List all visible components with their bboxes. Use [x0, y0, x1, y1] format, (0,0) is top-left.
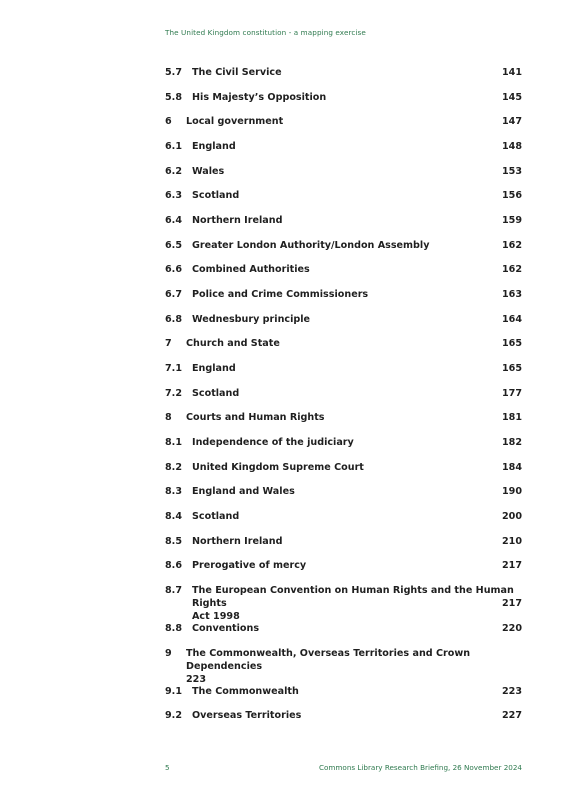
toc-entry-title: [186, 647, 522, 686]
toc-entry-title-line1: The Commonwealth, Overseas Territories and Crown Dependencies: [186, 648, 471, 672]
footer-page-number: 5: [165, 763, 170, 772]
toc-entry-number: 6.6: [165, 264, 182, 275]
toc-entry-title: The Civil Service: [192, 67, 282, 78]
toc-entry-title: Combined Authorities: [192, 264, 310, 275]
toc-entry-number: 6.4: [165, 215, 182, 226]
toc-entry-title: Church and State: [186, 338, 280, 349]
toc-entry-page: 181: [501, 412, 522, 423]
toc-entry-page: 148: [501, 141, 522, 152]
toc-entry-title: Northern Ireland: [192, 215, 283, 226]
toc-entry-number: 5.7: [165, 67, 182, 78]
toc-entry-page: 220: [501, 623, 522, 634]
toc-entry-page: 210: [501, 536, 522, 547]
toc-entry-page: 164: [501, 314, 522, 325]
toc-entry-title: United Kingdom Supreme Court: [192, 462, 364, 473]
toc-entry-title: Local government: [186, 116, 284, 127]
toc-entry-number: 8.6: [165, 560, 182, 571]
toc-entry-title: Police and Crime Commissioners: [192, 289, 369, 300]
toc-entry-title: Courts and Human Rights: [186, 412, 325, 423]
toc-entry-title: Overseas Territories: [192, 710, 302, 721]
toc-entry-number: 8.2: [165, 462, 182, 473]
toc-entry-number: 8.7: [165, 585, 182, 596]
toc-entry-page: 153: [501, 166, 522, 177]
toc-chapter[interactable]: [165, 647, 522, 685]
toc-entry-title: Greater London Authority/London Assembly: [192, 240, 430, 251]
toc-entry-number: 7.2: [165, 388, 182, 399]
toc-entry-title: The Commonwealth: [192, 686, 299, 697]
toc-entry-page: 217: [501, 560, 522, 571]
toc-entry-number: 8.4: [165, 511, 182, 522]
toc-entry-number: 5.8: [165, 92, 182, 103]
toc-entry-title: England: [192, 141, 236, 152]
toc-entry[interactable]: [165, 584, 522, 622]
toc-entry-number: 7: [165, 338, 172, 349]
toc-entry-title: Prerogative of mercy: [192, 560, 307, 571]
toc-entry-page: 165: [501, 338, 522, 349]
toc-entry-page: 145: [501, 92, 522, 103]
toc-entry-page: 163: [501, 289, 522, 300]
toc-entry-title: England: [192, 363, 236, 374]
toc-entry-title: [192, 584, 522, 623]
toc-entry-page: 190: [501, 486, 522, 497]
toc-entry-title: Conventions: [192, 623, 260, 634]
toc-entry-title: Wales: [192, 166, 225, 177]
toc-entry-page: 217: [501, 598, 522, 609]
toc-entry-number: 6.5: [165, 240, 182, 251]
toc-entry-page: 159: [501, 215, 522, 226]
toc-entry-number: 6: [165, 116, 172, 127]
toc-entry-number: 6.2: [165, 166, 182, 177]
toc-entry-page: 162: [501, 240, 522, 251]
toc-entry-page: 156: [501, 190, 522, 201]
toc-entry-number: 9.1: [165, 686, 182, 697]
toc-entry-number: 6.8: [165, 314, 182, 325]
toc-entry-title: England and Wales: [192, 486, 295, 497]
running-header: The United Kingdom constitution - a mapping exercise: [165, 28, 366, 37]
toc-entry-title: Wednesbury principle: [192, 314, 311, 325]
toc-entry-page: 165: [501, 363, 522, 374]
toc-entry-number: 8.8: [165, 623, 182, 634]
toc-entry-page: 227: [501, 710, 522, 721]
toc-entry-page: 223: [501, 686, 522, 697]
toc-entry-number: 9: [165, 648, 172, 659]
toc-entry-number: 9.2: [165, 710, 182, 721]
toc-entry-number: 6.3: [165, 190, 182, 201]
toc-entry-number: 6.1: [165, 141, 182, 152]
toc-entry-page: 184: [501, 462, 522, 473]
toc-entry-page: 182: [501, 437, 522, 448]
toc-entry-page: 147: [501, 116, 522, 127]
toc-entry-title: Independence of the judiciary: [192, 437, 354, 448]
toc-entry-page: 141: [501, 67, 522, 78]
toc-entry-number: 8.3: [165, 486, 182, 497]
toc-entry-page: 162: [501, 264, 522, 275]
toc-entry-title: Scotland: [192, 511, 240, 522]
toc-entry-number: 8: [165, 412, 172, 423]
toc-entry-title-line2: Act 1998: [192, 611, 240, 622]
toc-entry-number: 7.1: [165, 363, 182, 374]
footer-publication-info: Commons Library Research Briefing, 26 November 2024: [319, 763, 522, 772]
toc-entry-title: Scotland: [192, 388, 240, 399]
toc-entry-number: 8.5: [165, 536, 182, 547]
toc-entry-title-line1: The European Convention on Human Rights and the Human Rights: [192, 585, 514, 609]
toc-entry-number: 8.1: [165, 437, 182, 448]
toc-entry-title: Scotland: [192, 190, 240, 201]
toc-entry-title: His Majesty’s Opposition: [192, 92, 327, 103]
toc-entry-page: 177: [501, 388, 522, 399]
toc-entry-number: 6.7: [165, 289, 182, 300]
toc-entry-page-wrapped: 223: [186, 674, 207, 685]
toc-entry-page: 200: [501, 511, 522, 522]
toc-entry-title: Northern Ireland: [192, 536, 283, 547]
